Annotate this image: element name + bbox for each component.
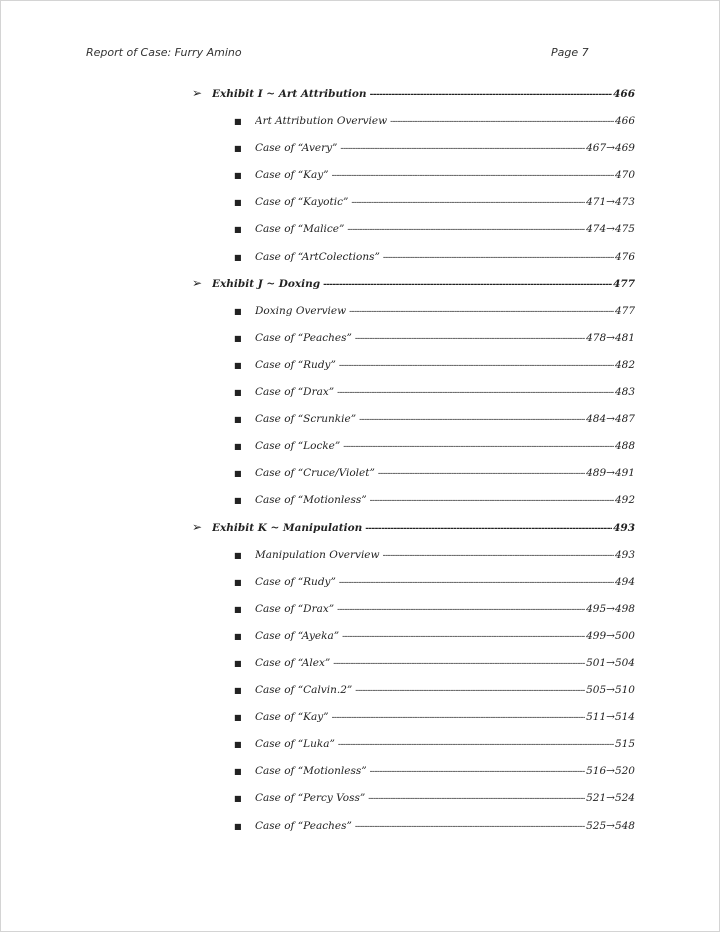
dot-leader (337, 388, 614, 398)
toc-item (1, 570, 720, 597)
square-bullet-icon: ■ (234, 767, 242, 777)
toc-item (1, 759, 720, 786)
toc-item (1, 190, 720, 217)
dot-leader (355, 686, 585, 696)
toc-page-number: 495→498 (586, 602, 635, 615)
arrow-bullet-icon: ➢ (192, 275, 203, 290)
toc-item (1, 488, 720, 515)
toc-page-number: 511→514 (586, 711, 635, 724)
toc-page-number: 466 (614, 115, 635, 128)
toc-page-number: 516→520 (586, 765, 635, 778)
dot-leader (370, 496, 614, 506)
square-bullet-icon: ■ (234, 821, 242, 831)
toc-exhibit-i (1, 82, 720, 109)
dot-leader (333, 659, 585, 669)
toc-item-label: Case of “Calvin.2” (255, 684, 353, 697)
square-bullet-icon: ■ (234, 740, 242, 750)
toc-page-number: 478→481 (586, 331, 635, 344)
toc-item (1, 705, 720, 732)
toc-exhibit-label: Exhibit K ~ Manipulation (212, 521, 363, 534)
toc-exhibit-label: Exhibit I ~ Art Attribution (212, 88, 367, 100)
toc-page-number: 484→487 (586, 413, 635, 426)
toc-item-label: Case of “Alex” (255, 656, 331, 669)
toc-item (1, 814, 720, 841)
dot-leader (359, 415, 585, 425)
toc-item-label: Case of “Cruce/Violet” (255, 467, 375, 480)
toc-page-number: 493 (614, 548, 635, 561)
dot-leader (355, 334, 585, 344)
dot-leader (351, 198, 585, 208)
toc-item-label: Case of “Kay” (255, 711, 329, 724)
toc-item-label: Case of “Ayeka” (255, 629, 340, 642)
toc-item-label: Case of “Motionless” (255, 765, 367, 778)
header-page-number: Page 7 (551, 46, 589, 59)
toc-item-label: Case of “ArtColections” (255, 250, 380, 263)
toc-item-label: Case of “Rudy” (255, 575, 336, 588)
square-bullet-icon: ■ (234, 794, 242, 804)
dot-leader (332, 171, 614, 181)
toc-exhibit-k (1, 516, 720, 543)
toc-item-label: Case of “Scrunkie” (255, 413, 357, 426)
arrow-bullet-icon: ➢ (192, 86, 203, 100)
toc-item-label: Case of “Kay” (255, 169, 329, 182)
toc-item (1, 461, 720, 488)
square-bullet-icon: ■ (234, 686, 242, 696)
toc-page-number: 482 (614, 358, 635, 371)
dot-leader (390, 117, 614, 127)
square-bullet-icon: ■ (234, 469, 242, 479)
toc-item (1, 163, 720, 190)
toc-item (1, 217, 720, 244)
toc-page-number: 471→473 (586, 196, 635, 209)
dot-leader (323, 280, 612, 290)
toc-page-number: 483 (614, 386, 635, 399)
toc-page-number: 476 (614, 250, 635, 263)
toc-exhibit-j (1, 272, 720, 299)
toc-item-label: Case of “Luka” (255, 738, 335, 751)
square-bullet-icon: ■ (234, 415, 242, 425)
toc-item-label: Case of “Percy Voss” (255, 792, 366, 805)
arrow-bullet-icon: ➢ (192, 519, 203, 534)
toc-item (1, 245, 720, 272)
dot-leader (370, 90, 613, 100)
toc-item-label: Case of “Peaches” (255, 331, 352, 344)
toc-item-label: Case of “Rudy” (255, 358, 336, 371)
square-bullet-icon: ■ (234, 550, 242, 560)
toc-page-number: 492 (614, 494, 635, 507)
dot-leader (339, 578, 614, 588)
toc-item (1, 380, 720, 407)
toc-item (1, 732, 720, 759)
dot-leader (383, 253, 614, 263)
toc-page-number: 466 (613, 88, 635, 100)
dot-leader (355, 822, 585, 832)
square-bullet-icon: ■ (234, 306, 242, 316)
toc-page-number: 521→524 (586, 792, 635, 805)
toc-item (1, 597, 720, 624)
toc-item-label: Case of “Peaches” (255, 819, 352, 832)
toc-item (1, 624, 720, 651)
toc-page-number: 499→500 (586, 629, 635, 642)
square-bullet-icon: ■ (234, 360, 242, 370)
toc-item-label: Case of “Kayotic” (255, 196, 349, 209)
dot-leader (332, 713, 586, 723)
square-bullet-icon: ■ (234, 144, 242, 154)
square-bullet-icon: ■ (234, 496, 242, 506)
square-bullet-icon: ■ (234, 252, 242, 262)
toc-page-number: 515 (614, 738, 635, 751)
square-bullet-icon: ■ (234, 225, 242, 235)
toc-item-label: Art Attribution Overview (255, 115, 388, 128)
toc-page-number: 474→475 (586, 223, 635, 236)
dot-leader (368, 794, 585, 804)
toc-item-label: Manipulation Overview (255, 548, 380, 561)
toc-exhibit-label: Exhibit J ~ Doxing (212, 277, 321, 290)
toc-item (1, 109, 720, 136)
toc-page-number: 494 (614, 575, 635, 588)
toc-item (1, 326, 720, 353)
toc-item (1, 786, 720, 813)
dot-leader (347, 225, 585, 235)
toc-page-number: 477 (614, 304, 635, 317)
toc-item-label: Case of “Avery” (255, 142, 338, 155)
toc-item-label: Case of “Motionless” (255, 494, 367, 507)
square-bullet-icon: ■ (234, 577, 242, 587)
toc-page-number: 489→491 (586, 467, 635, 480)
toc-item-label: Doxing Overview (255, 304, 347, 317)
toc-page-number: 470 (614, 169, 635, 182)
toc-item (1, 543, 720, 570)
table-of-contents (1, 82, 720, 841)
toc-item-label: Case of “Drax” (255, 386, 335, 399)
toc-item (1, 407, 720, 434)
dot-leader (339, 361, 614, 371)
toc-page-number: 505→510 (586, 684, 635, 697)
toc-page-number: 493 (613, 521, 635, 534)
square-bullet-icon: ■ (234, 658, 242, 668)
square-bullet-icon: ■ (234, 388, 242, 398)
toc-item-label: Case of “Drax” (255, 602, 335, 615)
toc-page-number: 501→504 (586, 656, 635, 669)
square-bullet-icon: ■ (234, 713, 242, 723)
square-bullet-icon: ■ (234, 631, 242, 641)
dot-leader (378, 469, 585, 479)
toc-page-number: 477 (613, 277, 635, 290)
toc-item (1, 136, 720, 163)
toc-item-label: Case of “Malice” (255, 223, 345, 236)
dot-leader (337, 605, 585, 615)
toc-item-label: Case of “Locke” (255, 440, 341, 453)
dot-leader (370, 767, 586, 777)
toc-page-number: 488 (614, 440, 635, 453)
square-bullet-icon: ■ (234, 604, 242, 614)
square-bullet-icon: ■ (234, 442, 242, 452)
dot-leader (383, 551, 614, 561)
dot-leader (338, 740, 614, 750)
square-bullet-icon: ■ (234, 171, 242, 181)
dot-leader (342, 632, 585, 642)
toc-page-number: 467→469 (586, 142, 635, 155)
dot-leader (340, 144, 585, 154)
toc-item (1, 651, 720, 678)
toc-item (1, 299, 720, 326)
toc-item (1, 678, 720, 705)
toc-page-number: 525→548 (586, 819, 635, 832)
dot-leader (365, 524, 612, 534)
toc-item (1, 353, 720, 380)
square-bullet-icon: ■ (234, 198, 242, 208)
dot-leader (349, 307, 614, 317)
square-bullet-icon: ■ (234, 333, 242, 343)
square-bullet-icon: ■ (234, 117, 242, 127)
header-title: Report of Case: Furry Amino (86, 46, 242, 59)
toc-item (1, 434, 720, 461)
dot-leader (343, 442, 614, 452)
